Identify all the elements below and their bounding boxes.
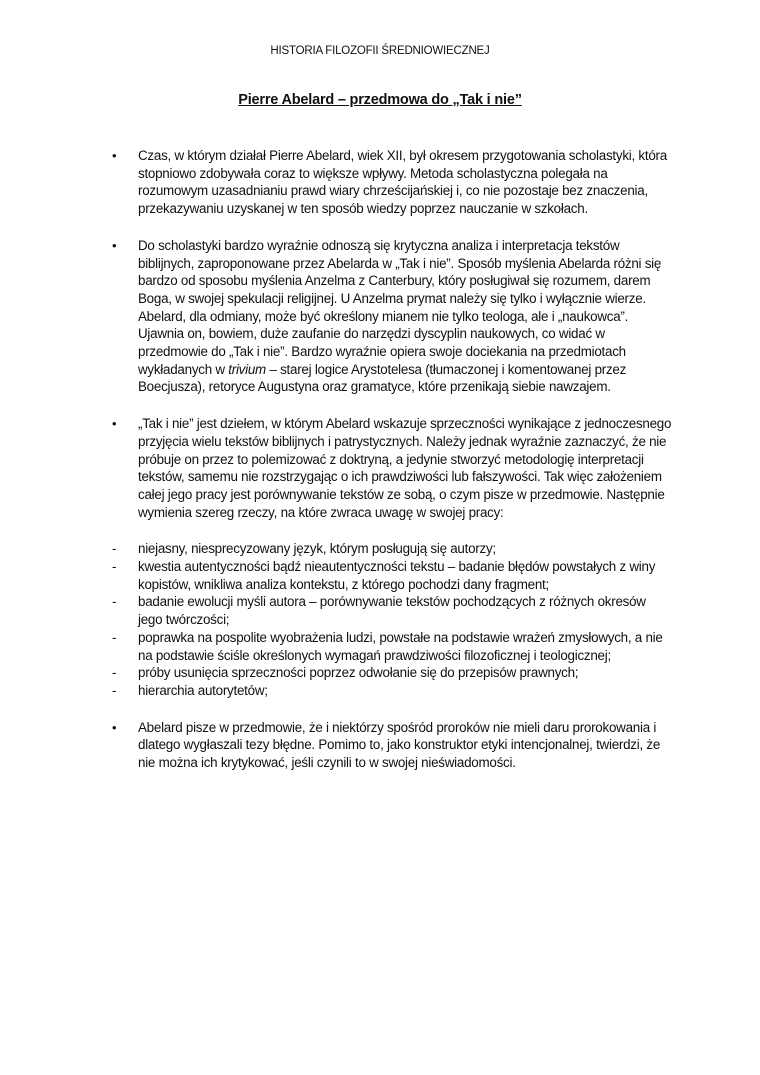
trivium-term: trivium bbox=[228, 361, 266, 377]
document-title: Pierre Abelard – przedmowa do „Tak i nie” bbox=[238, 92, 522, 108]
dash-icon: - bbox=[112, 629, 117, 645]
bullet-item bbox=[112, 237, 672, 396]
bullet-text bbox=[138, 238, 661, 395]
bullet-item bbox=[112, 719, 672, 772]
list-item-text: badanie ewolucji myśli autora – porównywanie tekstów pochodzących z różnych okresów jego twórczości; bbox=[138, 594, 646, 628]
list-item-text: próby usunięcia sprzeczności poprzez odwołanie się do przepisów prawnych; bbox=[138, 665, 579, 681]
document-body bbox=[112, 147, 672, 791]
bullet-text: Abelard pisze w przedmowie, że i niektórzy spośród proroków nie mieli daru prorokowania i dlatego wygłaszali tezy błędne. Pomimo to, jako konstruktor etyki intencjonalnej, twierdzi, że nie można ich krytykować, jeśli czynili to w swojej nieświadomości. bbox=[138, 719, 661, 771]
bullet-item bbox=[112, 415, 672, 521]
page-header: HISTORIA FILOZOFII ŚREDNIOWIECZNEJ bbox=[270, 45, 490, 57]
list-item bbox=[112, 540, 672, 558]
dash-icon: - bbox=[112, 541, 117, 557]
list-item bbox=[112, 558, 672, 593]
bullet-text: „Tak i nie” jest dziełem, w którym Abelard wskazuje sprzeczności wynikające z jednoczesnego przyjęcia wielu tekstów biblijnych i patrystycznych. Należy jednak wyraźnie zaznaczyć, że nie próbuje on przez to polemizować z doktryną, a jedynie stworzyć metodologię interpretacji tekstów, samemu nie rozstrzygając o ich prawdziwości lub fałszywości. Tak więc założeniem całej jego pracy jest porównywanie tekstów ze sobą, o czym pisze w przedmowie. Następnie wymienia szereg rzeczy, na które zwraca uwagę w swojej pracy: bbox=[138, 416, 672, 520]
list-item-text: poprawka na pospolite wyobrażenia ludzi, powstałe na podstawie wrażeń zmysłowych, a nie na podstawie ściśle określonych wymagań prawdziwości filozoficznej i teologicznej; bbox=[138, 629, 663, 663]
list-item-text: kwestia autentyczności bądź nieautentyczności tekstu – badanie błędów powstałych z winy kopistów, wnikliwa analiza kontekstu, z którego pochodzi dany fragment; bbox=[138, 559, 656, 592]
list-item bbox=[112, 593, 672, 628]
dash-list bbox=[112, 540, 672, 699]
dash-icon: - bbox=[112, 682, 117, 698]
list-item-text: niejasny, niesprecyzowany język, którym posługują się autorzy; bbox=[138, 541, 496, 557]
dash-icon: - bbox=[112, 665, 117, 681]
bullet-icon: • bbox=[112, 148, 117, 163]
bullet-icon: • bbox=[112, 416, 117, 432]
bullet-item bbox=[112, 147, 672, 218]
bullet-text-part: – starej logice Arystotelesa (tłumaczonej i komentowanej przez Boecjusza), retoryce Augustyna oraz gramatyce, które przenikają siebie nawzajem. bbox=[138, 361, 627, 395]
bullet-text: Czas, w którym działał Pierre Abelard, wiek XII, był okresem przygotowania scholastyki, która stopniowo zdobywała coraz to większe wpływy. Metoda scholastyczna polegała na rozumowym uzasadnianiu prawd wiary chrześcijańskiej i, co nie pozostaje bez znaczenia, przekazywaniu uzyskanej w ten sposób wiedzy poprzez nauczanie w szkołach. bbox=[138, 148, 667, 217]
dash-icon: - bbox=[112, 594, 117, 610]
list-item bbox=[112, 682, 672, 700]
list-item-text: hierarchia autorytetów; bbox=[138, 682, 268, 698]
bullet-icon: • bbox=[112, 237, 117, 253]
bullet-icon: • bbox=[112, 719, 117, 735]
list-item bbox=[112, 629, 672, 664]
list-item bbox=[112, 664, 672, 682]
bullet-text-part: Do scholastyki bardzo wyraźnie odnoszą się krytyczna analiza i interpretacja tekstów biblijnych, zaproponowane przez Abelarda w „Tak i nie”. Sposób myślenia Abelarda różni się bardzo od sposobu myślenia Anzelma z Canterbury, który posługiwał się rozumem, darem Boga, w swojej spekulacji religijnej. U Anzelma prymat należy się tylko i wyłącznie wierze. Abelard, dla odmiany, może być określony mianem nie tylko teologa, ale i „naukowca”. Ujawnia on, bowiem, duże zaufanie do narzędzi dyscyplin naukowych, co widać w przedmowie do „Tak i nie”. Bardzo wyraźnie opiera swoje dociekania na przedmiotach wykładanych w bbox=[138, 237, 662, 377]
dash-icon: - bbox=[112, 559, 117, 575]
